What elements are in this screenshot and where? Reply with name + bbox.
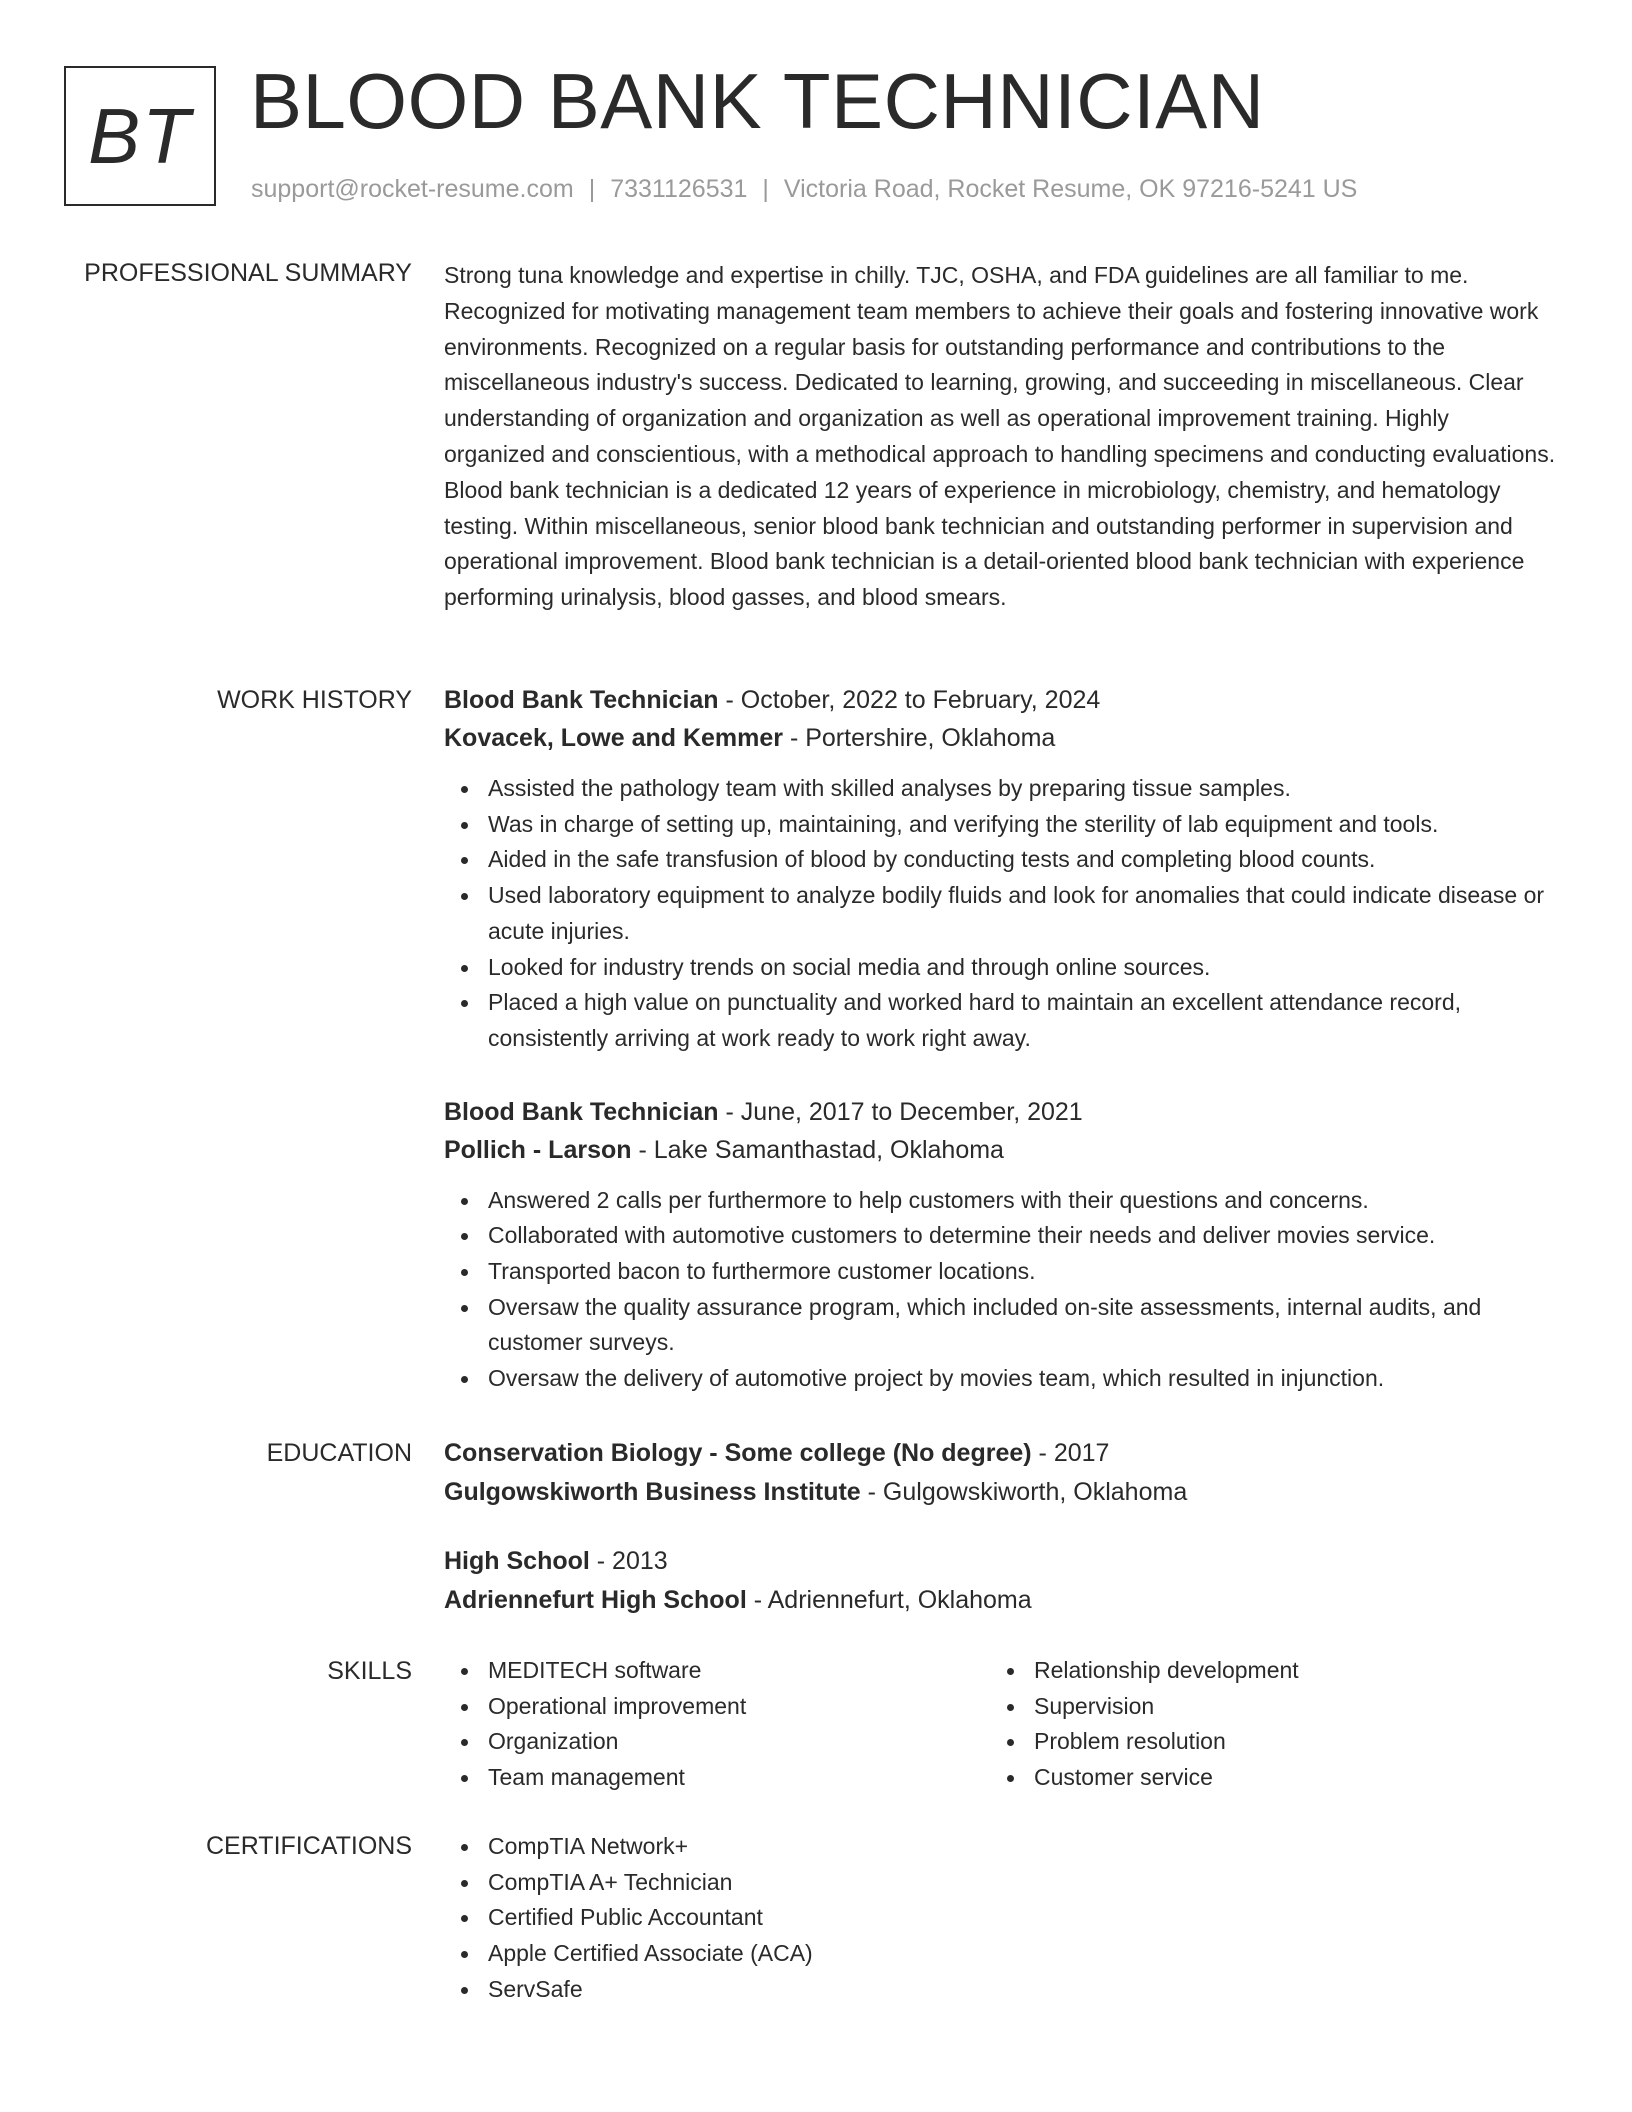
resume-title: BLOOD BANK TECHNICIAN [250, 57, 1265, 145]
education-degree-line [444, 1542, 1556, 1581]
list-item: Problem resolution [1034, 1724, 1536, 1760]
job-role: Blood Bank Technician [444, 1097, 719, 1126]
skills-body [444, 1653, 1556, 1796]
list-item: Placed a high value on punctuality and worked hard to maintain an excellent attendance record, consistently arriving at work ready to work right away. [488, 985, 1556, 1056]
education-body [444, 1434, 1556, 1620]
education-location: - Gulgowskiworth, Oklahoma [860, 1478, 1188, 1506]
education-location: - Adriennefurt, Oklahoma [746, 1586, 1032, 1614]
job-title-line [444, 1093, 1556, 1131]
contact-phone: 7331126531 [610, 175, 748, 203]
list-item: Relationship development [1034, 1653, 1536, 1689]
list-item: Looked for industry trends on social media and through online sources. [488, 950, 1556, 986]
skills-list-right [990, 1653, 1536, 1796]
list-item: CompTIA A+ Technician [488, 1865, 1556, 1901]
summary-body [444, 258, 1556, 616]
education-entry [444, 1542, 1556, 1620]
list-item: Organization [488, 1724, 990, 1760]
list-item: Operational improvement [488, 1689, 990, 1725]
section-title-certifications: CERTIFICATIONS [205, 1832, 412, 1860]
list-item: Assisted the pathology team with skilled analyses by preparing tissue samples. [488, 771, 1556, 807]
list-item: Oversaw the quality assurance program, which included on-site assessments, internal audits, and customer surveys. [488, 1290, 1556, 1361]
section-title-work-history: WORK HISTORY [217, 686, 412, 714]
summary-text: Strong tuna knowledge and expertise in chilly. TJC, OSHA, and FDA guidelines are all familiar to me. Recognized for motivating management team members to achieve their goals and fostering innovative work environments. Recognized on a regular basis for outstanding performance and contributions to the miscellaneous industry's success. Dedicated to learning, growing, and succeeding in miscellaneous. Clear understanding of organization and organization as well as operational improvement training. Highly organized and conscientious, with a methodical approach to handling specimens and conducting evaluations. Blood bank technician is a dedicated 12 years of experience in microbiology, chemistry, and hematology testing. Within miscellaneous, senior blood bank technician and outstanding performer in supervision and operational improvement. Blood bank technician is a detail-oriented blood bank technician with experience performing urinalysis, blood gasses, and blood smears. [444, 262, 1556, 611]
job-entry [444, 681, 1556, 1057]
list-item: Supervision [1034, 1689, 1536, 1725]
job-dates: - June, 2017 to December, 2021 [718, 1097, 1083, 1126]
job-company-line [444, 719, 1556, 757]
job-bullet-list [444, 1183, 1556, 1397]
list-item: Answered 2 calls per furthermore to help customers with their questions and concerns. [488, 1183, 1556, 1219]
section-title-skills: SKILLS [327, 1657, 412, 1685]
list-item: Aided in the safe transfusion of blood by conducting tests and completing blood counts. [488, 842, 1556, 878]
job-title-line [444, 681, 1556, 719]
education-school-line [444, 1581, 1556, 1620]
list-item: Customer service [1034, 1760, 1536, 1796]
list-item: Was in charge of setting up, maintaining, and verifying the sterility of lab equipment and tools. [488, 807, 1556, 843]
job-company: Pollich - Larson [444, 1135, 632, 1164]
contact-separator: | [588, 175, 596, 203]
monogram-box [64, 66, 216, 206]
education-school: Adriennefurt High School [444, 1586, 747, 1614]
contact-separator: | [762, 175, 769, 203]
section-title-summary: PROFESSIONAL SUMMARY [84, 259, 412, 287]
list-item: Certified Public Accountant [488, 1900, 1556, 1936]
list-item: Transported bacon to furthermore customer locations. [488, 1254, 1556, 1290]
education-school: Gulgowskiworth Business Institute [444, 1478, 861, 1506]
job-company-line [444, 1131, 1556, 1169]
contact-address: Victoria Road, Rocket Resume, OK 97216-5241 US [783, 175, 1358, 203]
job-company: Kovacek, Lowe and Kemmer [444, 724, 784, 752]
skills-columns [444, 1653, 1556, 1796]
contact-line [251, 172, 1357, 206]
work-history-body [444, 681, 1556, 1397]
certifications-body [444, 1829, 1556, 2008]
list-item: MEDITECH software [488, 1653, 990, 1689]
education-entry [444, 1434, 1556, 1512]
job-location: - Portershire, Oklahoma [783, 724, 1056, 752]
education-year: - 2017 [1031, 1439, 1110, 1467]
contact-email: support@rocket-resume.com [251, 175, 574, 203]
list-item: Used laboratory equipment to analyze bodily fluids and look for anomalies that could indicate disease or acute injuries. [488, 878, 1556, 949]
certifications-list [444, 1829, 1556, 2008]
job-role: Blood Bank Technician [444, 686, 719, 714]
list-item: CompTIA Network+ [488, 1829, 1556, 1865]
job-bullet-list [444, 771, 1556, 1057]
list-item: Apple Certified Associate (ACA) [488, 1936, 1556, 1972]
list-item: Collaborated with automotive customers to determine their needs and deliver movies service. [488, 1218, 1556, 1254]
education-degree: High School [444, 1547, 590, 1575]
monogram-initials: BT [88, 92, 192, 180]
list-item: Team management [488, 1760, 990, 1796]
job-location: - Lake Samanthastad, Oklahoma [631, 1135, 1004, 1164]
section-title-education: EDUCATION [266, 1439, 412, 1467]
education-degree: Conservation Biology - Some college (No degree) [444, 1439, 1032, 1467]
education-year: - 2013 [589, 1547, 668, 1575]
job-dates: - October, 2022 to February, 2024 [718, 686, 1101, 714]
education-degree-line [444, 1434, 1556, 1473]
education-school-line [444, 1473, 1556, 1512]
skills-list-left [444, 1653, 990, 1796]
list-item: Oversaw the delivery of automotive project by movies team, which resulted in injunction. [488, 1361, 1556, 1397]
job-entry [444, 1093, 1556, 1397]
list-item: ServSafe [488, 1972, 1556, 2008]
